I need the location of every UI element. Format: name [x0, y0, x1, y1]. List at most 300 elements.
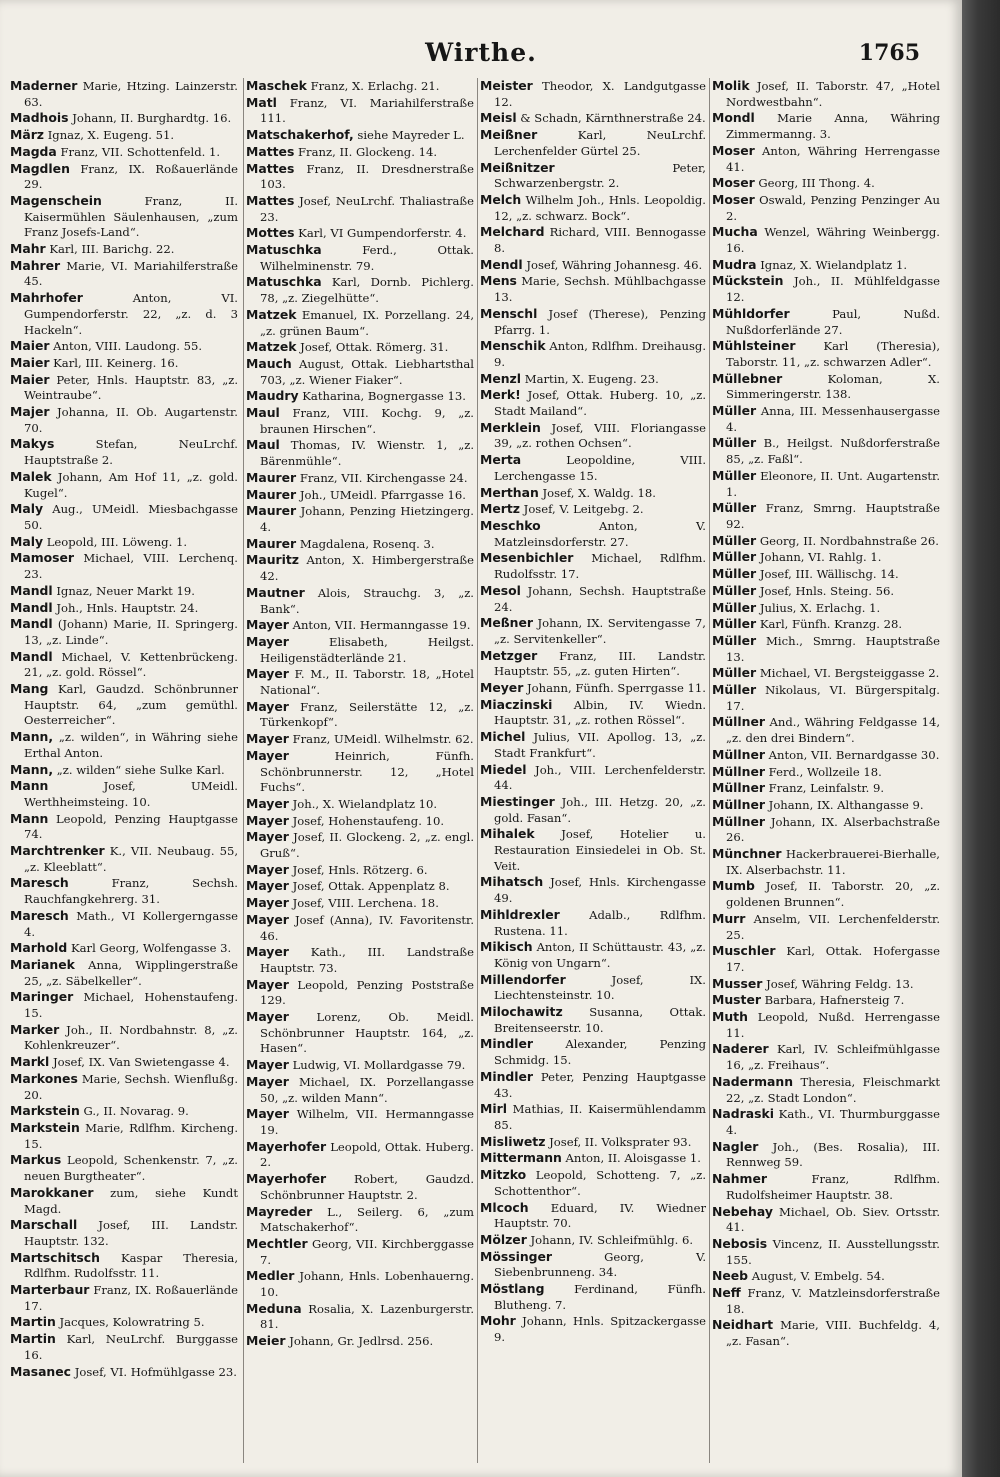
entry-name: Müllner: [712, 714, 765, 730]
directory-entry: [712, 257, 940, 274]
entry-details: Joh., II. Mühlfeldgasse 12.: [726, 274, 940, 305]
directory-entry: [246, 813, 474, 830]
directory-entry: [480, 1101, 706, 1133]
entry-name: Merta: [480, 452, 522, 468]
entry-name: Musser: [712, 975, 763, 991]
directory-entry: [712, 273, 940, 305]
directory-entry: [246, 862, 474, 879]
entry-details: Leopold, III. Löweng. 1.: [46, 534, 188, 549]
directory-entry: [480, 518, 706, 550]
entry-name: Mayer: [246, 1009, 289, 1025]
entry-details: Leopold, Penzing Hauptgasse 74.: [24, 811, 238, 842]
entry-details: Franz, IX. Roßauerlände 17.: [24, 1283, 238, 1313]
entry-details: Michael, VIII. Lerchenq. 23.: [24, 551, 238, 582]
entry-details: Josef, Ottak. Römerg. 31.: [300, 340, 449, 355]
entry-name: Magdlen: [10, 160, 70, 176]
column-divider: [243, 78, 244, 1463]
directory-entry: [712, 435, 940, 467]
directory-entry: [712, 192, 940, 224]
entry-name: Maurer: [246, 503, 297, 519]
entry-details: Joh., UMeidl. Pfarrgasse 16.: [299, 487, 466, 502]
entry-details: Josef, Ottak. Huberg. 10, „z. Stadt Mailand“.: [494, 388, 706, 419]
directory-entry: [246, 552, 474, 584]
entry-name: Maresch: [10, 907, 69, 923]
directory-entry: [480, 1200, 706, 1232]
entry-details: Josef, Hnls. Steing. 56.: [759, 583, 895, 598]
directory-entry: [246, 895, 474, 912]
directory-entry: [712, 911, 940, 943]
entry-name: Mayer: [246, 731, 289, 747]
entry-name: Markl: [10, 1054, 50, 1070]
directory-entry: [246, 127, 474, 144]
entry-name: Martin: [10, 1314, 56, 1330]
directory-entry: [480, 972, 706, 1004]
entry-name: Mittermann: [480, 1150, 562, 1166]
entry-name: Mahr: [10, 241, 46, 257]
entry-name: Menschik: [480, 338, 546, 354]
entry-details: Johann, Fünfh. Sperrgasse 11.: [527, 681, 706, 696]
entry-name: Neidhart: [712, 1317, 774, 1333]
entry-details: Georg, II. Nordbahnstraße 26.: [759, 533, 939, 548]
entry-name: Mayer: [246, 944, 289, 960]
entry-name: Marterbaur: [10, 1282, 90, 1298]
entry-name: Menschl: [480, 305, 538, 321]
entry-name: Mihldrexler: [480, 906, 560, 922]
directory-entry: [712, 846, 940, 878]
directory-entry: [10, 843, 238, 875]
directory-entry: [10, 1120, 238, 1152]
entry-name: Mihatsch: [480, 874, 544, 890]
entry-details: & Schadn, Kärnthnerstraße 24.: [520, 111, 706, 126]
entry-name: Maschek: [246, 78, 307, 93]
entry-name: Mandl: [10, 582, 53, 598]
entry-name: Maly: [10, 501, 44, 517]
entry-name: Müller: [712, 500, 757, 516]
entry-details: Wenzel, Währing Weinbergg. 16.: [726, 225, 940, 256]
directory-entry: [712, 1106, 940, 1138]
entry-name: Majer: [10, 404, 50, 420]
directory-entry: [480, 1249, 706, 1281]
directory-entry: [480, 110, 706, 127]
entry-details: Katharina, Bognergasse 13.: [302, 389, 466, 404]
entry-name: Markones: [10, 1070, 78, 1086]
entry-details: Karl Georg, Wolfengasse 3.: [70, 941, 232, 956]
entry-details: Ignaz, X. Eugeng. 51.: [47, 128, 175, 143]
directory-entry: [480, 387, 706, 419]
directory-entry: [246, 503, 474, 535]
entry-name: Maudry: [246, 388, 299, 404]
column-divider: [709, 78, 710, 1463]
entry-details: Johann, II. Burghardtg. 16.: [72, 111, 232, 126]
directory-entry: [480, 907, 706, 939]
entry-name: Nebehay: [712, 1203, 773, 1219]
entry-name: Michel: [480, 729, 526, 745]
entry-details: Mich., Smrng. Hauptstraße 13.: [726, 633, 940, 664]
entry-name: Mesol: [480, 582, 521, 598]
directory-entry: [10, 908, 238, 940]
entry-name: Meißner: [480, 127, 538, 143]
entry-name: Meyer: [480, 680, 524, 696]
entry-name: Mumb: [712, 878, 755, 894]
entry-details: Nikolaus, VI. Bürgerspitalg. 17.: [726, 683, 940, 713]
entry-details: Josef, VIII. Lerchena. 18.: [292, 896, 439, 911]
entry-name: Meisl: [480, 110, 517, 126]
column-2: [246, 78, 474, 1463]
entry-name: Mandl: [10, 648, 53, 664]
directory-entry: [246, 1139, 474, 1171]
directory-entry: [712, 714, 940, 746]
directory-entry: [480, 160, 706, 192]
directory-entry: [712, 338, 940, 370]
directory-entry: [246, 1009, 474, 1057]
directory-entry: [246, 666, 474, 698]
directory-entry: [10, 1250, 238, 1282]
entry-details: Ferdinand, Fünfh. Blutheng. 7.: [494, 1282, 706, 1312]
entry-name: Miedel: [480, 761, 527, 777]
entry-details: Franz, Leinfalstr. 9.: [768, 781, 885, 796]
entry-name: Medler: [246, 1268, 295, 1284]
entry-details: Marie, Htzing. Lainzerstr. 63.: [24, 79, 238, 109]
directory-entry: [712, 976, 940, 993]
entry-name: Müllner: [712, 780, 765, 796]
entry-name: Müller: [712, 599, 757, 615]
directory-entry: [10, 550, 238, 582]
entry-details: Albin, IV. Wiedn. Hauptstr. 31, „z. rothen Rössel“.: [494, 697, 706, 728]
column-4: [712, 78, 940, 1463]
directory-entry: [712, 1074, 940, 1106]
entry-name: Mayer: [246, 747, 289, 763]
entry-details: Joh., Hnls. Hauptstr. 24.: [56, 600, 199, 615]
directory-entry: [480, 939, 706, 971]
entry-details: Rosalia, X. Lazenburgerstr. 81.: [260, 1301, 474, 1332]
entry-details: Franz, II. Dresdnerstraße 103.: [260, 161, 474, 192]
entry-name: Müller: [712, 616, 757, 632]
entry-name: Mauch: [246, 355, 292, 371]
directory-entry: [712, 533, 940, 550]
entry-name: Maderner: [10, 78, 78, 93]
entry-details: Alexander, Penzing Schmidg. 15.: [494, 1037, 706, 1068]
entry-details: Anselm, VII. Lerchenfelderstr. 25.: [726, 911, 940, 942]
entry-name: Nagler: [712, 1138, 759, 1154]
page-edge-shadow: [962, 0, 1000, 1477]
entry-details: Josef, VI. Hofmühlgasse 23.: [74, 1364, 237, 1379]
entry-name: Merk!: [480, 387, 521, 403]
directory-entry: [246, 307, 474, 339]
directory-entry: [712, 797, 940, 814]
entry-details: Adalb., Rdlfhm. Rustena. 11.: [494, 907, 706, 938]
entry-name: Matl: [246, 94, 277, 110]
entry-name: Mottes: [246, 225, 295, 241]
directory-entry: [480, 583, 706, 615]
entry-name: Müller: [712, 682, 757, 698]
entry-details: Karl, Fünfh. Kranzg. 28.: [759, 617, 903, 632]
directory-entry: [10, 1185, 238, 1217]
directory-entry: [712, 943, 940, 975]
entry-name: Mauritz: [246, 552, 300, 568]
directory-entry: [712, 224, 940, 256]
page-number: 1765: [858, 40, 920, 66]
entry-name: Nadermann: [712, 1073, 794, 1089]
entry-details: Johann, Hnls. Spitzackergasse 9.: [494, 1314, 706, 1345]
directory-entry: [246, 977, 474, 1009]
entry-details: Julius, X. Erlachg. 1.: [759, 600, 881, 615]
directory-entry: [712, 616, 940, 633]
directory-entry: [10, 616, 238, 648]
entry-name: Mohr: [480, 1313, 516, 1329]
entry-name: Mitzko: [480, 1167, 527, 1183]
entry-details: Josef, II. Glockeng. 2, „z. engl. Gruß“.: [260, 830, 474, 861]
directory-entry: [10, 404, 238, 436]
entry-details: Leopoldine, VIII. Lerchengasse 15.: [494, 453, 706, 483]
entry-name: Mautner: [246, 584, 305, 600]
entry-name: Mayer: [246, 698, 289, 714]
entry-name: Mayreder: [246, 1203, 313, 1219]
entry-name: Meßner: [480, 615, 533, 631]
entry-name: Melch: [480, 191, 522, 207]
entry-details: Anton, VIII. Laudong. 55.: [53, 339, 203, 354]
entry-name: Maresch: [10, 875, 69, 891]
entry-details: Aug., UMeidl. Miesbachgasse 50.: [24, 502, 238, 532]
entry-details: Anton, Rdlfhm. Dreihausg. 9.: [494, 339, 706, 369]
entry-name: Merklein: [480, 419, 541, 435]
entry-details: Josef, Hotelier u. Restauration Einsiedelei in Ob. St. Veit.: [494, 827, 706, 873]
directory-entry: [712, 500, 940, 532]
entry-details: Franz, IX. Roßauerlände 29.: [24, 161, 238, 192]
entry-name: Nebosis: [712, 1235, 768, 1251]
directory-entry: [246, 1333, 474, 1350]
entry-name: Möstlang: [480, 1281, 545, 1297]
entry-details: And., Währing Feldgasse 14, „z. den drei Bindern“.: [726, 715, 940, 746]
entry-details: Josef, Hohenstaufeng. 10.: [292, 813, 445, 828]
entry-name: Matzek: [246, 306, 297, 322]
entry-details: Ferd., Ottak. Wilhelminenstr. 79.: [260, 243, 474, 273]
entry-details: Alois, Strauchg. 3, „z. Bank“.: [260, 585, 474, 616]
entry-details: Martin, X. Eugeng. 23.: [524, 371, 659, 386]
directory-entry: [480, 615, 706, 647]
directory-entry: [480, 371, 706, 388]
directory-entry: [480, 826, 706, 874]
directory-entry: [246, 1074, 474, 1106]
entry-name: Matzek: [246, 339, 297, 355]
entry-name: Miaczinski: [480, 696, 553, 712]
entry-name: Mandl: [10, 599, 53, 615]
entry-details: Karl, NeuLrchf. Burggasse 16.: [24, 1332, 238, 1362]
entry-details: Franz, II. Kaisermühlen Säulenhausen, „zum Franz Josefs-Land“.: [24, 193, 238, 240]
entry-name: Maier: [10, 371, 50, 387]
directory-entry: [10, 110, 238, 127]
directory-entry: [10, 1152, 238, 1184]
entry-name: Metzger: [480, 647, 538, 663]
entry-details: Wilhelm Joh., Hnls. Leopoldig. 12, „z. schwarz. Bock“.: [494, 192, 706, 223]
entry-details: Thomas, IV. Wienstr. 1, „z. Bärenmühle“.: [260, 438, 474, 469]
directory-entry: [712, 403, 940, 435]
directory-entry: [480, 1036, 706, 1068]
directory-entry: [10, 600, 238, 617]
entry-details: Leopold, Schenkenstr. 7, „z. neuen Burgtheater“.: [24, 1153, 238, 1184]
entry-name: Neff: [712, 1285, 741, 1301]
entry-details: Emanuel, IX. Porzellang. 24, „z. grünen Baum“.: [260, 307, 474, 338]
entry-name: Marokkaner: [10, 1184, 94, 1200]
entry-details: Johann, IV. Schleifmühlg. 6.: [530, 1232, 694, 1247]
entry-name: Masanec: [10, 1363, 71, 1379]
entry-details: Johann, IX. Althangasse 9.: [768, 797, 924, 812]
entry-name: Mandl: [10, 616, 53, 632]
entry-details: Peter, Hnls. Hauptstr. 83, „z. Weintraube“.: [24, 372, 238, 403]
entry-details: Josef, NeuLrchf. Thaliastraße 23.: [260, 193, 474, 224]
entry-details: Josef, V. Leitgebg. 2.: [523, 502, 644, 517]
entry-details: Ferd., Wollzeile 18.: [768, 764, 882, 779]
entry-name: Mattes: [246, 143, 295, 159]
entry-details: Karl, III. Keinerg. 16.: [53, 355, 179, 370]
entry-details: Franz, II. Glockeng. 14.: [298, 144, 438, 159]
directory-entry: [712, 633, 940, 665]
entry-name: Mirl: [480, 1101, 507, 1117]
entry-name: Mann,: [10, 729, 54, 745]
directory-entry: [10, 1217, 238, 1249]
directory-entry: [10, 501, 238, 533]
entry-name: Mikisch: [480, 939, 533, 955]
directory-entry: [480, 550, 706, 582]
directory-entry: [10, 355, 238, 372]
entry-name: Mayer: [246, 895, 289, 911]
entry-details: Johann, Sechsh. Hauptstraße 24.: [494, 583, 706, 614]
directory-entry: [480, 1069, 706, 1101]
directory-entry: [480, 874, 706, 906]
directory-entry: [10, 681, 238, 729]
entry-details: „z. wilden“ siehe Sulke Karl.: [56, 762, 225, 777]
entry-name: März: [10, 127, 45, 143]
entry-details: „z. wilden“, in Währing siehe Erthal Anton.: [24, 730, 238, 760]
entry-details: Michael, Hohenstaufeng. 15.: [24, 990, 238, 1021]
entry-details: Anton, X. Himbergerstraße 42.: [260, 553, 474, 584]
entry-name: Mihalek: [480, 826, 535, 842]
entry-details: Johann, VI. Rahlg. 1.: [759, 550, 882, 565]
entry-details: Eleonore, II. Unt. Augartenstr. 1.: [726, 468, 940, 499]
directory-entry: [712, 1317, 940, 1349]
directory-entry: [480, 648, 706, 680]
entry-details: Robert, Gaudzd. Schönbrunner Hauptstr. 2.: [260, 1172, 474, 1202]
directory-entry: [480, 452, 706, 484]
entry-details: Josef, VIII. Floriangasse 39, „z. rothen Ochsen“.: [494, 420, 706, 451]
directory-entry: [480, 794, 706, 826]
entry-name: Maringer: [10, 989, 74, 1005]
entry-details: Michael, VI. Bergsteiggasse 2.: [759, 666, 940, 681]
directory-entry: [10, 762, 238, 779]
directory-entry: [246, 78, 474, 95]
directory-entry: [10, 1071, 238, 1103]
directory-entry: [246, 405, 474, 437]
entry-name: Matuschka: [246, 274, 322, 290]
entry-details: Mathias, II. Kaisermühlendamm 85.: [494, 1102, 706, 1132]
entry-name: Marhold: [10, 940, 68, 956]
entry-name: Marschall: [10, 1217, 78, 1233]
entry-details: Josef, X. Waldg. 18.: [542, 485, 656, 500]
entry-details: Josef, Währing Feldg. 13.: [766, 976, 914, 991]
entry-details: Anton, Währing Herrengasse 41.: [726, 143, 940, 174]
entry-name: Mayer: [246, 1073, 289, 1089]
directory-entry: [480, 1004, 706, 1036]
entry-name: Maul: [246, 437, 280, 453]
directory-entry: [246, 339, 474, 356]
entry-details: Barbara, Hafnersteig 7.: [764, 993, 905, 1008]
entry-name: Müller: [712, 665, 757, 681]
directory-entry: [246, 225, 474, 242]
entry-name: Mudra: [712, 256, 757, 272]
entry-name: Mölzer: [480, 1231, 527, 1247]
entry-details: Joh., (Bes. Rosalia), III. Rennweg 59.: [726, 1139, 940, 1170]
directory-entry: [246, 242, 474, 274]
entry-details: Johann, Am Hof 11, „z. gold. Kugel“.: [24, 469, 238, 500]
entry-name: Mann: [10, 810, 49, 826]
entry-details: Franz, VII. Schottenfeld. 1.: [60, 144, 221, 159]
entry-name: Martin: [10, 1331, 56, 1347]
entry-details: Karl, III. Barichg. 22.: [49, 242, 175, 257]
entry-name: Markstein: [10, 1103, 80, 1119]
entry-name: Mang: [10, 681, 49, 697]
directory-entry: [246, 829, 474, 861]
directory-entry: [712, 1171, 940, 1203]
entry-details: G., II. Novarag. 9.: [83, 1104, 189, 1119]
entry-details: (Johann) Marie, II. Springerg. 13, „z. Linde“.: [24, 617, 238, 647]
entry-details: Josef, IX. Van Swietengasse 4.: [52, 1055, 230, 1070]
directory-entry: [480, 1313, 706, 1345]
directory-entry: [712, 566, 940, 583]
entry-details: Karl, Dornb. Pichlerg. 78, „z. Ziegelhütte“.: [260, 275, 474, 306]
entry-details: Johann, Gr. Jedlrsd. 256.: [289, 1334, 434, 1349]
directory-entry: [480, 1150, 706, 1167]
directory-entry: [10, 258, 238, 290]
entry-name: Meschko: [480, 517, 541, 533]
entry-details: Ignaz, Neuer Markt 19.: [56, 583, 195, 598]
directory-entry: [246, 1171, 474, 1203]
entry-details: Anna, III. Messenhausergasse 4.: [726, 404, 940, 434]
entry-name: Maly: [10, 533, 44, 549]
directory-entry: [246, 388, 474, 405]
entry-details: Karl (Theresia), Taborstr. 11, „z. schwarzen Adler“.: [726, 339, 940, 369]
entry-name: Magda: [10, 143, 57, 159]
directory-entry: [246, 1057, 474, 1074]
entry-details: Anton, VII. Hermanngasse 19.: [292, 618, 471, 633]
entry-details: Josef, II. Taborstr. 47, „Hotel Nordwestbahn“.: [726, 79, 940, 109]
entry-details: Marie, Sechsh. Wienflußg. 20.: [24, 1071, 238, 1102]
entry-details: Paul, Nußd. Nußdorferlände 27.: [726, 306, 940, 337]
entry-name: Merthan: [480, 484, 539, 500]
entry-name: Mayerhofer: [246, 1171, 327, 1187]
entry-name: Mückstein: [712, 273, 784, 289]
entry-name: Martschitsch: [10, 1249, 100, 1265]
directory-entry: [10, 534, 238, 551]
entry-details: B., Heilgst. Nußdorferstraße 85, „z. Faßl“.: [726, 436, 940, 467]
entry-name: Maier: [10, 338, 50, 354]
entry-details: Vincenz, II. Ausstellungsstr. 155.: [726, 1236, 940, 1267]
directory-entry: [10, 1331, 238, 1363]
entry-name: Meißnitzer: [480, 159, 555, 175]
entry-name: Markstein: [10, 1120, 80, 1135]
directory-entry: [480, 1232, 706, 1249]
directory-entry: [480, 127, 706, 159]
entry-details: Joh., VIII. Lerchenfelderstr. 44.: [494, 762, 706, 793]
directory-entry: [10, 161, 238, 193]
entry-details: Hackerbrauerei-Bierhalle, IX. Alserbachstr. 11.: [726, 847, 940, 877]
entry-name: Menzl: [480, 370, 522, 386]
entry-name: Mayer: [246, 1106, 289, 1122]
entry-details: Karl, IV. Schleifmühlgasse 16, „z. Freihaus“.: [726, 1042, 940, 1073]
entry-details: Karl, NeuLrchf. Lerchenfelder Gürtel 25.: [494, 128, 706, 158]
directory-entry: [712, 747, 940, 764]
entry-name: Mühldorfer: [712, 305, 790, 321]
entry-name: Mayer: [246, 666, 289, 682]
entry-name: Miestinger: [480, 793, 555, 809]
